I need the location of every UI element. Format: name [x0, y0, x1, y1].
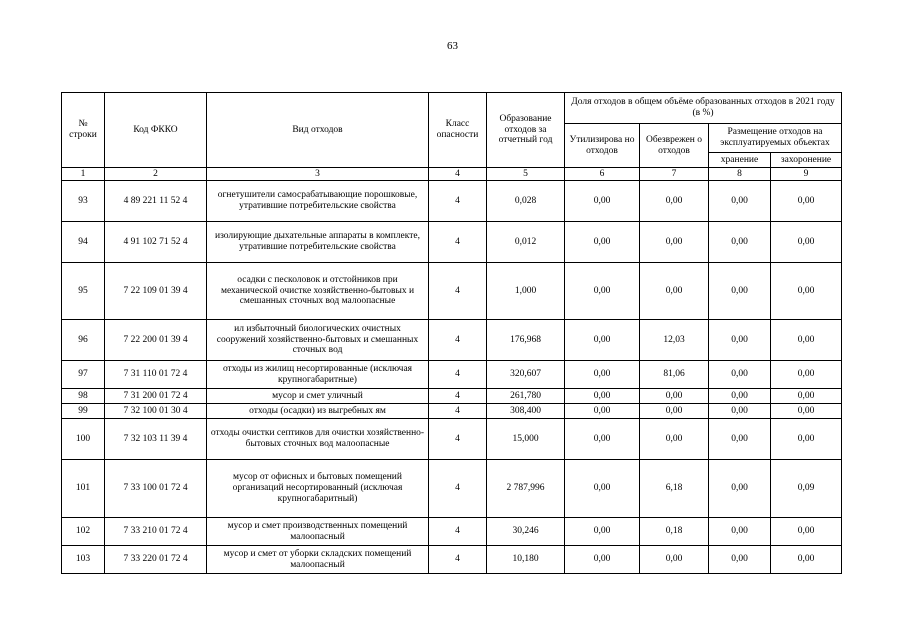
neutralized-share: 0,00 [640, 546, 709, 574]
fkko-code: 7 32 100 01 30 4 [105, 404, 207, 419]
table-row [62, 181, 842, 222]
header-neutralized: Обезврежен о отходов [640, 124, 709, 168]
fkko-code: 7 33 100 01 72 4 [105, 460, 207, 518]
burial-share: 0,00 [771, 320, 842, 361]
waste-type: мусор и смет уличный [207, 389, 429, 404]
hazard-class: 4 [429, 546, 487, 574]
waste-type: мусор и смет от уборки складских помещений малоопасный [207, 546, 429, 574]
fkko-code: 4 91 102 71 52 4 [105, 222, 207, 263]
row-number: 95 [62, 263, 105, 320]
hazard-class: 4 [429, 389, 487, 404]
fkko-code: 7 32 103 11 39 4 [105, 419, 207, 460]
generated-amount: 0,012 [487, 222, 565, 263]
utilized-share: 0,00 [565, 181, 640, 222]
generated-amount: 1,000 [487, 263, 565, 320]
fkko-code: 7 31 200 01 72 4 [105, 389, 207, 404]
row-number: 94 [62, 222, 105, 263]
column-number: 6 [565, 168, 640, 181]
utilized-share: 0,00 [565, 460, 640, 518]
neutralized-share: 0,00 [640, 263, 709, 320]
column-number: 4 [429, 168, 487, 181]
utilized-share: 0,00 [565, 320, 640, 361]
burial-share: 0,00 [771, 263, 842, 320]
table-row [62, 518, 842, 546]
table-row [62, 546, 842, 574]
fkko-code: 4 89 221 11 52 4 [105, 181, 207, 222]
fkko-code: 7 33 220 01 72 4 [105, 546, 207, 574]
waste-type: отходы очистки септиков для очистки хозяйственно-бытовых сточных вод малоопасные [207, 419, 429, 460]
utilized-share: 0,00 [565, 404, 640, 419]
waste-type: огнетушители самосрабатывающие порошковые, утратившие потребительские свойства [207, 181, 429, 222]
storage-share: 0,00 [709, 404, 771, 419]
generated-amount: 2 787,996 [487, 460, 565, 518]
waste-type: осадки с песколовок и отстойников при механической очистке хозяйственно-бытовых и смешанных сточных вод малоопасные [207, 263, 429, 320]
table-row [62, 263, 842, 320]
waste-type: мусор от офисных и бытовых помещений организаций несортированный (исключая крупногабаритный) [207, 460, 429, 518]
waste-table [61, 92, 842, 574]
storage-share: 0,00 [709, 181, 771, 222]
neutralized-share: 0,00 [640, 181, 709, 222]
storage-share: 0,00 [709, 419, 771, 460]
generated-amount: 320,607 [487, 361, 565, 389]
column-number-row [62, 168, 842, 181]
table-row [62, 419, 842, 460]
generated-amount: 0,028 [487, 181, 565, 222]
storage-share: 0,00 [709, 320, 771, 361]
storage-share: 0,00 [709, 389, 771, 404]
row-number: 96 [62, 320, 105, 361]
hazard-class: 4 [429, 460, 487, 518]
header-burial: захоронение [771, 153, 842, 168]
utilized-share: 0,00 [565, 419, 640, 460]
waste-type: отходы из жилищ несортированные (исключая крупногабаритные) [207, 361, 429, 389]
column-number: 7 [640, 168, 709, 181]
storage-share: 0,00 [709, 263, 771, 320]
waste-type: отходы (осадки) из выгребных ям [207, 404, 429, 419]
neutralized-share: 0,00 [640, 404, 709, 419]
header-code: Код ФККО [105, 93, 207, 168]
generated-amount: 10,180 [487, 546, 565, 574]
utilized-share: 0,00 [565, 546, 640, 574]
burial-share: 0,00 [771, 222, 842, 263]
row-number: 99 [62, 404, 105, 419]
column-number: 3 [207, 168, 429, 181]
waste-type: мусор и смет производственных помещений малоопасный [207, 518, 429, 546]
header-storage: хранение [709, 153, 771, 168]
hazard-class: 4 [429, 404, 487, 419]
generated-amount: 30,246 [487, 518, 565, 546]
table-row [62, 320, 842, 361]
fkko-code: 7 22 109 01 39 4 [105, 263, 207, 320]
storage-share: 0,00 [709, 460, 771, 518]
header-placement: Размещение отходов на эксплуатируемых объектах [709, 124, 842, 153]
table-row [62, 389, 842, 404]
generated-amount: 261,780 [487, 389, 565, 404]
page-number: 63 [447, 40, 458, 52]
generated-amount: 308,400 [487, 404, 565, 419]
neutralized-share: 0,18 [640, 518, 709, 546]
column-number: 1 [62, 168, 105, 181]
column-number: 5 [487, 168, 565, 181]
hazard-class: 4 [429, 222, 487, 263]
burial-share: 0,00 [771, 361, 842, 389]
header-generated: Образование отходов за отчетный год [487, 93, 565, 168]
row-number: 93 [62, 181, 105, 222]
utilized-share: 0,00 [565, 263, 640, 320]
neutralized-share: 6,18 [640, 460, 709, 518]
hazard-class: 4 [429, 518, 487, 546]
utilized-share: 0,00 [565, 222, 640, 263]
neutralized-share: 0,00 [640, 419, 709, 460]
table-row [62, 460, 842, 518]
row-number: 101 [62, 460, 105, 518]
table-row [62, 222, 842, 263]
storage-share: 0,00 [709, 546, 771, 574]
table-row [62, 404, 842, 419]
hazard-class: 4 [429, 320, 487, 361]
storage-share: 0,00 [709, 361, 771, 389]
neutralized-share: 81,06 [640, 361, 709, 389]
row-number: 98 [62, 389, 105, 404]
generated-amount: 15,000 [487, 419, 565, 460]
column-number: 2 [105, 168, 207, 181]
header-utilized: Утилизирова но отходов [565, 124, 640, 168]
neutralized-share: 0,00 [640, 389, 709, 404]
header-waste-type: Вид отходов [207, 93, 429, 168]
row-number: 97 [62, 361, 105, 389]
waste-type: изолирующие дыхательные аппараты в комплекте, утратившие потребительские свойства [207, 222, 429, 263]
utilized-share: 0,00 [565, 389, 640, 404]
header-share: Доля отходов в общем объёме образованных отходов в 2021 году (в %) [565, 93, 842, 124]
header-row-no: № строки [62, 93, 105, 168]
fkko-code: 7 22 200 01 39 4 [105, 320, 207, 361]
hazard-class: 4 [429, 263, 487, 320]
fkko-code: 7 33 210 01 72 4 [105, 518, 207, 546]
row-number: 103 [62, 546, 105, 574]
burial-share: 0,00 [771, 518, 842, 546]
hazard-class: 4 [429, 181, 487, 222]
hazard-class: 4 [429, 361, 487, 389]
neutralized-share: 12,03 [640, 320, 709, 361]
utilized-share: 0,00 [565, 518, 640, 546]
row-number: 100 [62, 419, 105, 460]
column-number: 8 [709, 168, 771, 181]
burial-share: 0,00 [771, 181, 842, 222]
header-hazard-class: Класс опасности [429, 93, 487, 168]
storage-share: 0,00 [709, 222, 771, 263]
waste-type: ил избыточный биологических очистных сооружений хозяйственно-бытовых и смешанных сточных вод [207, 320, 429, 361]
row-number: 102 [62, 518, 105, 546]
burial-share: 0,00 [771, 404, 842, 419]
burial-share: 0,00 [771, 389, 842, 404]
generated-amount: 176,968 [487, 320, 565, 361]
hazard-class: 4 [429, 419, 487, 460]
neutralized-share: 0,00 [640, 222, 709, 263]
column-number: 9 [771, 168, 842, 181]
table-row [62, 361, 842, 389]
storage-share: 0,00 [709, 518, 771, 546]
utilized-share: 0,00 [565, 361, 640, 389]
burial-share: 0,09 [771, 460, 842, 518]
fkko-code: 7 31 110 01 72 4 [105, 361, 207, 389]
burial-share: 0,00 [771, 419, 842, 460]
burial-share: 0,00 [771, 546, 842, 574]
